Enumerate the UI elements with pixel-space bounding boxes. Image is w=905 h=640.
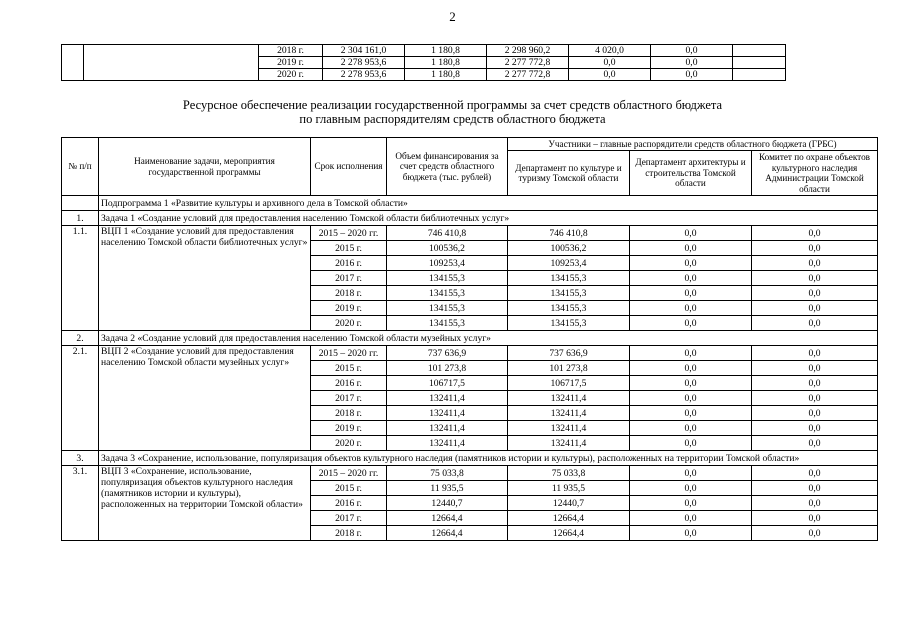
item-name: ВЦП 2 «Создание условий для предоставления населению Томской области музейных услуг» (99, 346, 311, 451)
volume-cell: 134155,3 (387, 316, 508, 331)
item-number: 1.1. (62, 226, 99, 331)
architecture-dept-cell: 0,0 (630, 286, 752, 301)
term-cell: 2018 г. (311, 406, 387, 421)
subprogram-row (62, 196, 878, 211)
volume-cell: 12664,4 (387, 526, 508, 541)
architecture-dept-cell: 0,0 (630, 241, 752, 256)
culture-dept-cell: 11 935,5 (508, 481, 630, 496)
heritage-committee-cell: 0,0 (752, 421, 878, 436)
architecture-dept-cell: 0,0 (630, 271, 752, 286)
volume-cell: 132411,4 (387, 406, 508, 421)
culture-dept-cell: 134155,3 (508, 316, 630, 331)
volume-cell: 134155,3 (387, 271, 508, 286)
term-cell: 2017 г. (311, 391, 387, 406)
term-cell: 2016 г. (311, 256, 387, 271)
top-empty-cell (84, 45, 259, 81)
term-cell: 2015 г. (311, 361, 387, 376)
heritage-committee-cell: 0,0 (752, 481, 878, 496)
heritage-committee-cell: 0,0 (752, 361, 878, 376)
architecture-dept-cell: 0,0 (630, 496, 752, 511)
term-cell: 2020 г. (311, 436, 387, 451)
volume-cell: 100536,2 (387, 241, 508, 256)
volume-cell: 132411,4 (387, 391, 508, 406)
item-name: ВЦП 3 «Сохранение, использование, популяризация объектов культурного наследия (памятников истории и культуры), расположенных на территории Томской области» (99, 466, 311, 541)
term-cell: 2019 г. (311, 301, 387, 316)
item-name: ВЦП 1 «Создание условий для предоставления населению Томской области библиотечных услуг» (99, 226, 311, 331)
culture-dept-cell: 109253,4 (508, 256, 630, 271)
top-table-cell: 2 298 960,2 (487, 45, 569, 57)
top-empty-cell (733, 57, 786, 69)
header-name: Наименование задачи, мероприятия государственной программы (99, 138, 311, 196)
term-cell: 2015 – 2020 гг. (311, 346, 387, 361)
architecture-dept-cell: 0,0 (630, 481, 752, 496)
culture-dept-cell: 132411,4 (508, 421, 630, 436)
architecture-dept-cell: 0,0 (630, 361, 752, 376)
header-volume: Объем финансирования за счет средств областного бюджета (тыс. рублей) (387, 138, 508, 196)
term-cell: 2015 г. (311, 481, 387, 496)
task-number: 2. (62, 331, 99, 346)
volume-cell: 11 935,5 (387, 481, 508, 496)
culture-dept-cell: 132411,4 (508, 391, 630, 406)
architecture-dept-cell: 0,0 (630, 301, 752, 316)
architecture-dept-cell: 0,0 (630, 316, 752, 331)
top-summary-table (61, 44, 786, 81)
top-table-cell: 2 278 953,6 (323, 57, 405, 69)
header-participant-architecture: Департамент архитектуры и строительства Томской области (630, 151, 752, 196)
top-table-cell: 2 304 161,0 (323, 45, 405, 57)
task-title: Задача 2 «Создание условий для предоставления населению Томской области музейных услуг» (99, 331, 878, 346)
volume-cell: 106717,5 (387, 376, 508, 391)
volume-cell: 132411,4 (387, 436, 508, 451)
term-cell: 2015 – 2020 гг. (311, 466, 387, 481)
architecture-dept-cell: 0,0 (630, 256, 752, 271)
term-cell: 2018 г. (311, 526, 387, 541)
culture-dept-cell: 132411,4 (508, 406, 630, 421)
culture-dept-cell: 12440,7 (508, 496, 630, 511)
heritage-committee-cell: 0,0 (752, 256, 878, 271)
culture-dept-cell: 134155,3 (508, 301, 630, 316)
task-number: 3. (62, 451, 99, 466)
top-table-cell: 2 277 772,8 (487, 69, 569, 81)
top-table-cell: 1 180,8 (405, 45, 487, 57)
top-table-row (62, 45, 786, 57)
table-row (62, 466, 878, 481)
heritage-committee-cell: 0,0 (752, 526, 878, 541)
volume-cell: 12440,7 (387, 496, 508, 511)
header-participant-heritage: Комитет по охране объектов культурного наследия Администрации Томской области (752, 151, 878, 196)
architecture-dept-cell: 0,0 (630, 391, 752, 406)
volume-cell: 746 410,8 (387, 226, 508, 241)
task-title: Задача 1 «Создание условий для предоставления населению Томской области библиотечных услуг» (99, 211, 878, 226)
page-number: 2 (449, 9, 456, 24)
top-empty-cell (733, 69, 786, 81)
table-row (62, 226, 878, 241)
volume-cell: 134155,3 (387, 301, 508, 316)
document-title-line2: по главным распорядителям средств областного бюджета (299, 112, 606, 126)
task-title: Задача 3 «Сохранение, использование, популяризация объектов культурного наследия (памятников истории и культуры), расположенных на территории Томской области» (99, 451, 878, 466)
top-table-cell: 2 277 772,8 (487, 57, 569, 69)
culture-dept-cell: 100536,2 (508, 241, 630, 256)
top-table-cell: 1 180,8 (405, 69, 487, 81)
header-participants: Участники – главные распорядители средств областного бюджета (ГРБС) (508, 138, 878, 151)
resource-table (61, 137, 878, 541)
culture-dept-cell: 132411,4 (508, 436, 630, 451)
volume-cell: 737 636,9 (387, 346, 508, 361)
top-table-cell: 0,0 (569, 69, 651, 81)
heritage-committee-cell: 0,0 (752, 406, 878, 421)
volume-cell: 132411,4 (387, 421, 508, 436)
top-table-cell: 0,0 (651, 57, 733, 69)
top-table-cell: 2019 г. (259, 57, 323, 69)
table-row (62, 346, 878, 361)
architecture-dept-cell: 0,0 (630, 436, 752, 451)
architecture-dept-cell: 0,0 (630, 376, 752, 391)
task-row (62, 331, 878, 346)
subprogram-title: Подпрограмма 1 «Развитие культуры и архивного дела в Томской области» (99, 196, 878, 211)
culture-dept-cell: 106717,5 (508, 376, 630, 391)
header-term: Срок исполнения (311, 138, 387, 196)
top-table-cell: 2018 г. (259, 45, 323, 57)
top-table-cell: 0,0 (651, 69, 733, 81)
item-number: 3.1. (62, 466, 99, 541)
heritage-committee-cell: 0,0 (752, 376, 878, 391)
term-cell: 2017 г. (311, 511, 387, 526)
culture-dept-cell: 75 033,8 (508, 466, 630, 481)
volume-cell: 134155,3 (387, 286, 508, 301)
culture-dept-cell: 12664,4 (508, 526, 630, 541)
volume-cell: 101 273,8 (387, 361, 508, 376)
culture-dept-cell: 746 410,8 (508, 226, 630, 241)
volume-cell: 75 033,8 (387, 466, 508, 481)
top-table-cell: 0,0 (651, 45, 733, 57)
culture-dept-cell: 134155,3 (508, 271, 630, 286)
heritage-committee-cell: 0,0 (752, 346, 878, 361)
volume-cell: 12664,4 (387, 511, 508, 526)
heritage-committee-cell: 0,0 (752, 391, 878, 406)
top-table-cell: 1 180,8 (405, 57, 487, 69)
term-cell: 2018 г. (311, 286, 387, 301)
volume-cell: 109253,4 (387, 256, 508, 271)
task-row (62, 451, 878, 466)
header-num: № п/п (62, 138, 99, 196)
term-cell: 2016 г. (311, 496, 387, 511)
document-title-line1: Ресурсное обеспечение реализации государственной программы за счет средств областного бюджета (182, 98, 723, 112)
architecture-dept-cell: 0,0 (630, 421, 752, 436)
table-header-row (62, 138, 878, 151)
architecture-dept-cell: 0,0 (630, 526, 752, 541)
task-number: 1. (62, 211, 99, 226)
heritage-committee-cell: 0,0 (752, 301, 878, 316)
term-cell: 2020 г. (311, 316, 387, 331)
culture-dept-cell: 101 273,8 (508, 361, 630, 376)
term-cell: 2019 г. (311, 421, 387, 436)
heritage-committee-cell: 0,0 (752, 496, 878, 511)
header-participant-culture: Департамент по культуре и туризму Томской области (508, 151, 630, 196)
item-number: 2.1. (62, 346, 99, 451)
term-cell: 2015 – 2020 гг. (311, 226, 387, 241)
heritage-committee-cell: 0,0 (752, 511, 878, 526)
top-table-cell: 2020 г. (259, 69, 323, 81)
culture-dept-cell: 134155,3 (508, 286, 630, 301)
heritage-committee-cell: 0,0 (752, 436, 878, 451)
heritage-committee-cell: 0,0 (752, 226, 878, 241)
heritage-committee-cell: 0,0 (752, 286, 878, 301)
top-empty-cell (733, 45, 786, 57)
top-table-cell: 0,0 (569, 57, 651, 69)
heritage-committee-cell: 0,0 (752, 241, 878, 256)
term-cell: 2015 г. (311, 241, 387, 256)
architecture-dept-cell: 0,0 (630, 226, 752, 241)
architecture-dept-cell: 0,0 (630, 466, 752, 481)
heritage-committee-cell: 0,0 (752, 271, 878, 286)
architecture-dept-cell: 0,0 (630, 346, 752, 361)
term-cell: 2016 г. (311, 376, 387, 391)
term-cell: 2017 г. (311, 271, 387, 286)
top-table-cell: 4 020,0 (569, 45, 651, 57)
top-table-cell: 2 278 953,6 (323, 69, 405, 81)
heritage-committee-cell: 0,0 (752, 466, 878, 481)
architecture-dept-cell: 0,0 (630, 511, 752, 526)
architecture-dept-cell: 0,0 (630, 406, 752, 421)
top-empty-cell (62, 45, 84, 81)
heritage-committee-cell: 0,0 (752, 316, 878, 331)
culture-dept-cell: 12664,4 (508, 511, 630, 526)
task-row (62, 211, 878, 226)
culture-dept-cell: 737 636,9 (508, 346, 630, 361)
